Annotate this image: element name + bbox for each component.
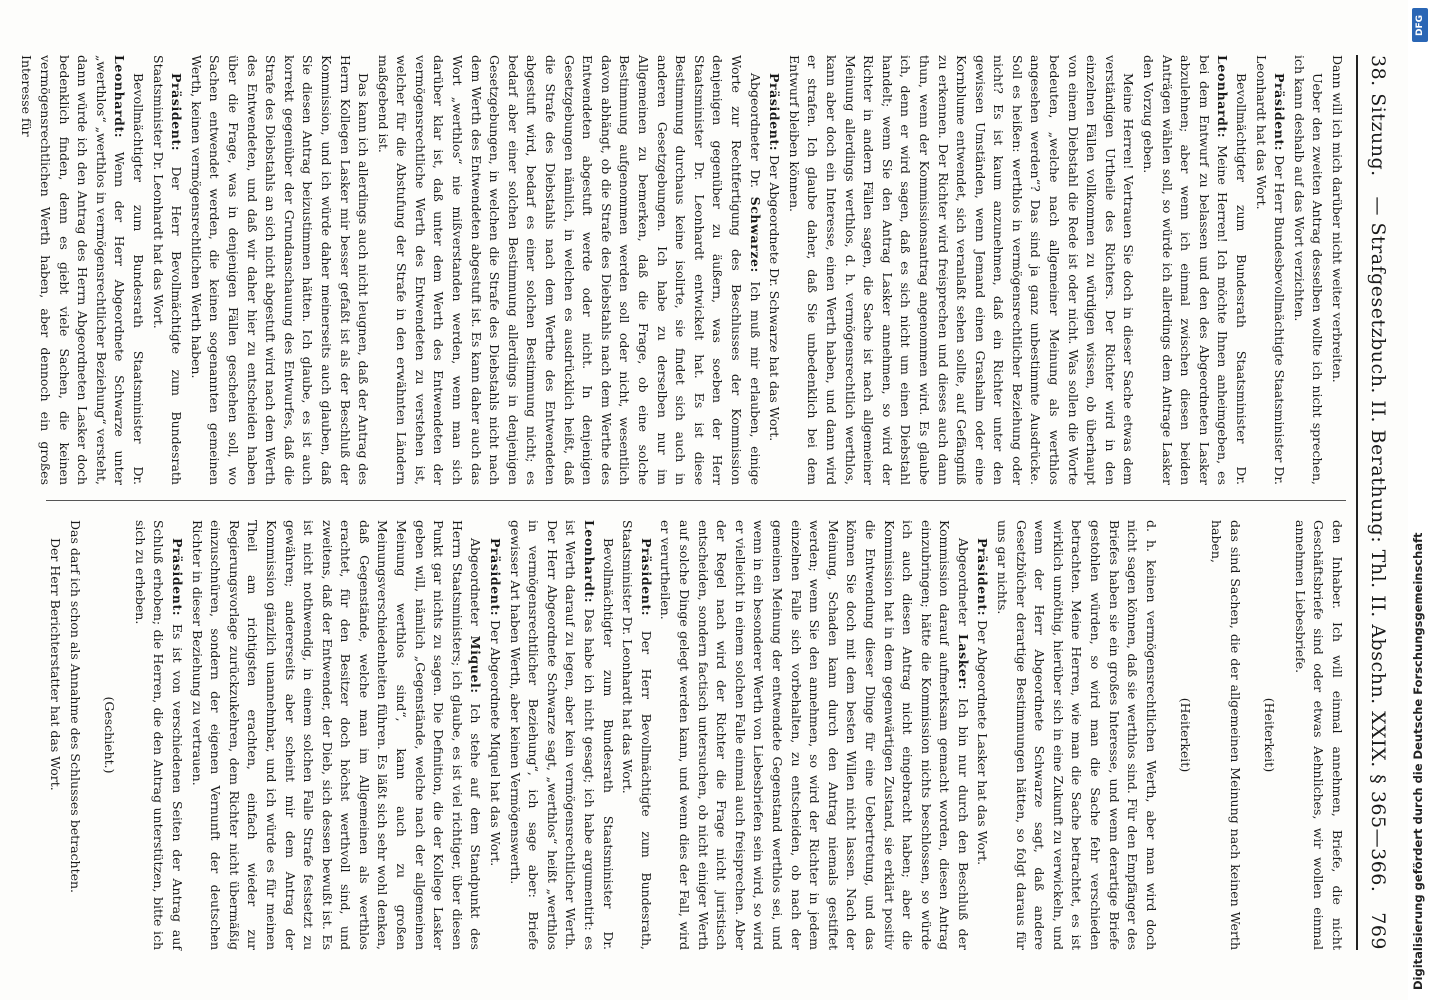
right-text-column: [26, 520, 1346, 950]
speech-text: Meine Herren! Ich möchte Ihnen anheimgeben, es bei dem Entwurf zu belassen und den des Abgeordneten Lasker abzulehnen; aber wenn ich einmal zwischen diesen beiden Anträgen wählen soll, so würde ich allerdings dem Antrage Lasker den Vorzug geben.: [1141, 55, 1231, 485]
paragraph: Das darf ich schon als Annahme des Schlusses betrachten.: [67, 520, 83, 894]
page-number: 769: [1367, 912, 1389, 950]
speaker-name: Lasker:: [955, 634, 971, 690]
paragraph: Meine Herren! Vertrauen Sie doch in dieser Sache etwas dem verständigen Urtheile des Richters. Der Richter wird in den einzelnen Fällen vollkommen zu würdigen wissen, ob überhaupt von einem Diebstahl die Rede ist oder nicht. Was sollen die Worte bedeuten, „welche nach allgemeiner Meinung als werthlos angesehen werden“? Das sind ja ganz unbestimmte Ausdrücke. Soll es heißen: werthlos in vermögensrechtlicher Beziehung oder nicht? Es ist kaum anzunehmen, daß ein Richter unter den gewissen Umständen, wenn Jemand einen Grashalm oder eine Kornblume entwendet, sich veranlaßt sehen sollte, auf Gefängniß zu erkennen. Der Richter wird freisprechen und dieses auch dann thun, wenn der Kommissionsantrag angenommen wird. Es glaube ich, denn er wird sagen, daß es sich nicht um einen Diebstahl handelt; wenn Sie den Antrag Lasker annehmen, so wird der Richter in andern Fällen sagen, die Sache ist nach allgemeiner Meinung allerdings werthlos, d. h. vermögensrechtlich werthlos, kann aber doch ein Interesse, einen Werth haben, und dann wird er strafen. Ich glaube daher, daß Sie unbedenklich bei dem Entwurf bleiben können.: [786, 55, 1137, 485]
speech-text: Es ist von verschiedenen Seiten der Antrag auf Schluß erhoben; die Herren, die den Antrag unterstützen, bitte ich sich zu erheben.: [132, 520, 185, 950]
speaker-name: Präsident:: [975, 538, 991, 617]
speech-text: Wenn der Herr Abgeordnete Schwarze unter „werthlos“ „werthlos in vermögensrechtlicher Beziehung“ versteht, dann würde ich den Antrag des Herrn Abgeordneten Lasker doch bedenklich finden, denn es giebt viele Sachen, die keinen vermögensrechtlichen Werth haben, aber dennoch ein großes Interesse für: [19, 55, 128, 485]
column-divider: [46, 500, 1346, 501]
speaker-name: Präsident:: [169, 73, 185, 152]
speaker-title: Abgeordneter: [468, 538, 484, 626]
paragraph: den Inhaber. Ich will einmal annehmen, Briefe, die nicht Geschäftsbriefe sind oder etwas Aehnliches, wir wollen einmal annehmen Liebesbriefe.: [1292, 520, 1345, 950]
speaker-title: Bevollmächtigter zum Bundesrath Staatsminister Dr.: [131, 73, 146, 485]
session-label: 38. Sitzung.: [1367, 55, 1389, 177]
paragraph: [1138, 55, 1250, 485]
speaker-name: Schwarze:: [747, 196, 763, 273]
speaker-name: Präsident:: [169, 538, 185, 617]
paragraph: [485, 520, 504, 950]
header-rule: [1356, 55, 1358, 950]
paragraph: Dann will ich mich darüber nicht weiter verbreiten.: [1330, 55, 1345, 383]
paragraph: [130, 520, 186, 950]
speech-text: Der Herr Bevollmächtigte zum Bundesrath Staatsminister Dr. Leonhardt hat das Wort.: [150, 55, 185, 485]
speech-text: Ich muß mir erlauben, einige Worte zur Rechtfertigung des Beschlusses der Kommission denjenigen gegenüber zu äußern, was soeben der Herr Staatsminister Dr. Leonhardt entwickelt hat. Es ist diese Bestimmung durchaus keine isolirte, sie findet sich auch in anderen Gesetzgebungen. Ich habe zu derselben nur im Allgemeinen zu bemerken, daß die Frage, ob eine solche Bestimmung aufgenommen werden soll oder nicht, wesentlich davon abhängt, ob die Strafe des Diebstahls nach dem Werthe des Entwendeten abgestuft werde oder nicht. In denjenigen Gesetzgebungen nämlich, in welchen es ausdrücklich heißt, daß die Strafe des Diebstahls nach dem Werthe des Entwendeten abgestuft wird, bedarf es einer solchen Bestimmung nicht; es bedarf aber einer solchen Bestimmung allerdings in denjenigen Gesetzgebungen, in welchen die Strafe des Diebstahls nicht nach dem Werth des Entwendeten abgestuft ist. Es kann daher auch das Wort „werthlos“ nie mißverstanden werden, wenn man sich darüber klar ist, daß unter dem Werth des Entwendeten der vermögensrechtliche Werth des Entwendeten zu verstehen ist, welcher für die Abstufung der Strafe in den erwähnten Ländern maßgebend ist.: [375, 55, 763, 485]
paragraph: [148, 55, 185, 485]
speaker-name: Leonhardt:: [1215, 55, 1231, 139]
paragraph: [656, 520, 972, 950]
speaker-title: Bevollmächtigter zum Bundesrath Staatsminister Dr.: [600, 538, 616, 950]
speech-text: Der Abgeordnete Miquel hat das Wort.: [488, 620, 504, 867]
paragraph: das sind Sachen, die der allgemeinen Meinung nach keinen Werth haben,: [1209, 520, 1243, 950]
dfg-logo: DFG: [1412, 8, 1428, 42]
speaker-title: Bevollmächtigter zum Bundesrath Staatsminister Dr.: [1234, 73, 1250, 485]
speech-text: Der Abgeordnete Lasker hat das Wort.: [975, 620, 991, 866]
speaker-name: Präsident:: [767, 73, 783, 152]
paragraph: [973, 520, 992, 950]
speaker-title: Abgeordneter: [955, 538, 971, 626]
paragraph: [373, 55, 763, 485]
paragraph: [618, 520, 655, 950]
speech-text: Das habe ich nicht gesagt; ich habe argumentirt: es ist Werth darauf zu legen, aber kein vermögensrechtlicher Werth. Der Herr Abgeordnete Schwarze sagt, „werthlos“ heißt „werthlos in vermögensrechtlicher Beziehung“, ich sage aber: Briefe gewisser Art haben Werth, aber keinen Vermögenswerth.: [507, 520, 598, 950]
paragraph: d. h. keinen vermögensrechtlichen Werth, aber man wird doch nicht sagen können, daß sie werthlos sind. Für den Empfänger des Briefes haben sie ein großes Interesse, und wenn derartige Briefe gestohlen würden, so wird man die Sache fehr verschieden betrachten. Meine Herren, wie man die Sache betrachtet, es ist wirklich unnöthig, hierüber sich in eine Zukunft zu verwickeln, und wenn der Herr Abgeordnete Schwarze sagt, daß andere Gesetzbücher derartige Bestimmungen hätten, so folgt daraus für uns gar nichts.: [995, 520, 1159, 950]
speech-text: Der Herr Bundesbevollmächtigte Staatsminister Dr. Leonhardt hat das Wort.: [1253, 55, 1288, 485]
paragraph: Ueber den zweiten Antrag desselben wollte ich nicht sprechen, ich kann deshalb auf das Wort verzichten.: [1291, 55, 1326, 485]
paragraph: [765, 55, 784, 485]
speaker-name: Leonhardt:: [112, 55, 128, 139]
paragraph: Der Herr Berichterstatter hat das Wort.: [48, 538, 63, 791]
speech-text: Ich bin nur durch den Beschluß der Kommission darauf aufmerksam gemacht worden, diesen Antrag einzubringen; hätte die Kommission nichts beschlossen, so würde ich auch diesen Antrag nicht eingebracht haben; aber die Kommission hat in dem gegenwärtigen Zustand, sie erklärt positiv die Entwendung dieser Dinge für eine Uebertretung, und das können Sie doch mit dem besten Willen nicht lassen. Nach der Meinung, Schaden kann durch den Antrag niemals gestiftet werden; wenn Sie den annehmen, so wird der Richter in jedem einzelnen Falle sich vorbehalten, zu entscheiden, ob nach der gemeinen Meinung der entwendete Gegenstand werthlos sei, und wenn in ein besonderer Werth von Liebesbriefen sein wird, so wird er vielleicht in einem solchen Falle einmal auch freisprechen. Aber der Regel nach wird der Richter die Frage nicht juristisch entscheiden, sondern factisch untersuchen, ob nicht einiger Werth auf solche Dinge gelegt werden kann, und wenn dies der Fall, wird er verurtheilen.: [658, 520, 971, 950]
interjection: (Heiterkeit): [1178, 697, 1194, 773]
page-header: [1356, 55, 1400, 950]
paragraph: [187, 520, 485, 950]
paragraph: [505, 520, 617, 950]
interjection: (Geschieht.): [102, 696, 118, 774]
paragraph: [1251, 55, 1288, 485]
speaker-title: Abgeordneter Dr.: [747, 73, 763, 188]
digitization-sidebar: [1408, 0, 1432, 1000]
speaker-name: Leonhardt:: [582, 520, 598, 604]
left-text-column: [19, 55, 1346, 485]
header-title: — Strafgesetzbuch. II. Berathung: Thl. II. Abschn. XXIX. § 365—366.: [1367, 196, 1389, 893]
speech-text: Der Abgeordnete Dr. Schwarze hat das Wort.: [767, 155, 783, 442]
interjection: (Heiterkeit): [1262, 697, 1278, 773]
speaker-name: Präsident:: [1272, 73, 1288, 152]
speaker-name: Präsident:: [638, 538, 654, 617]
speech-text: Der Herr Bevollmächtigte zum Bundesrath, Staatsminister Dr. Leonhardt hat das Wort.: [620, 520, 654, 950]
speaker-name: Miquel:: [468, 635, 484, 694]
speaker-name: Präsident:: [488, 538, 504, 617]
speech-text: Ich stehe auf dem Standpunkt des Herrn Staatsministers; ich glaube, es ist viel richtiger, über diesen Punkt gar nichts zu sagen. Die Definition, die der Kollege Lasker geben will, nämlich „Gegenstände, welche nach der allgemeinen Meinung werthlos sind“, kann auch zu großen Meinungsverschiedenheiten führen. Es läßt sich sehr wohl denken, daß Gegenstände, welche man im Allgemeinen als werthlos erachtet, für den Besitzer doch höchst werthvoll sind, und zweitens, daß der Entwender, der Dieb, sich dessen bewußt ist. Es ist nicht nothwendig, in einem solchen Falle Strafe festsetzt zu gewähren; andererseits aber scheint mir dem Antrag der Kommission gänzlich unannehmbar, und ich würde es für meinen Theil am richtigsten erachten, einfach wieder zur Regierungsvorlage zurückzukehren, dem Richter nicht übermäßig einzuschnüren, sondern der eigenen Vernunft der deutschen Richter in dieser Beziehung zu vertrauen.: [189, 520, 484, 950]
funding-note: Digitalisierung gefördert durch die Deutsche Forschungsgemeinschaft: [1411, 532, 1425, 990]
paragraph: Das kann ich allerdings auch nicht leugnen, daß der Antrag des Herrn Kollegen Lasker mir besser gefaßt ist als der Beschluß der Kommission, und ich würde daher meinerseits auch glauben, daß Sie diesen Antrag beizustimmen hätten. Ich glaube, es ist auch korrekt gegenüber der Grundanschauung des Entwurfes, daß die Strafe des Diebstahls an sich nicht abgestuft wird nach dem Werth des Entwendeten, und daß wir daher hier zu entscheiden haben über die Frage, was in denjenigen Fällen geschehen soll, wo Sachen entwendet werden, die keinen sogenannten gemeinen Werth, keinen vermögensrechtlichen Werth haben.: [188, 55, 372, 485]
paragraph: [17, 55, 147, 485]
